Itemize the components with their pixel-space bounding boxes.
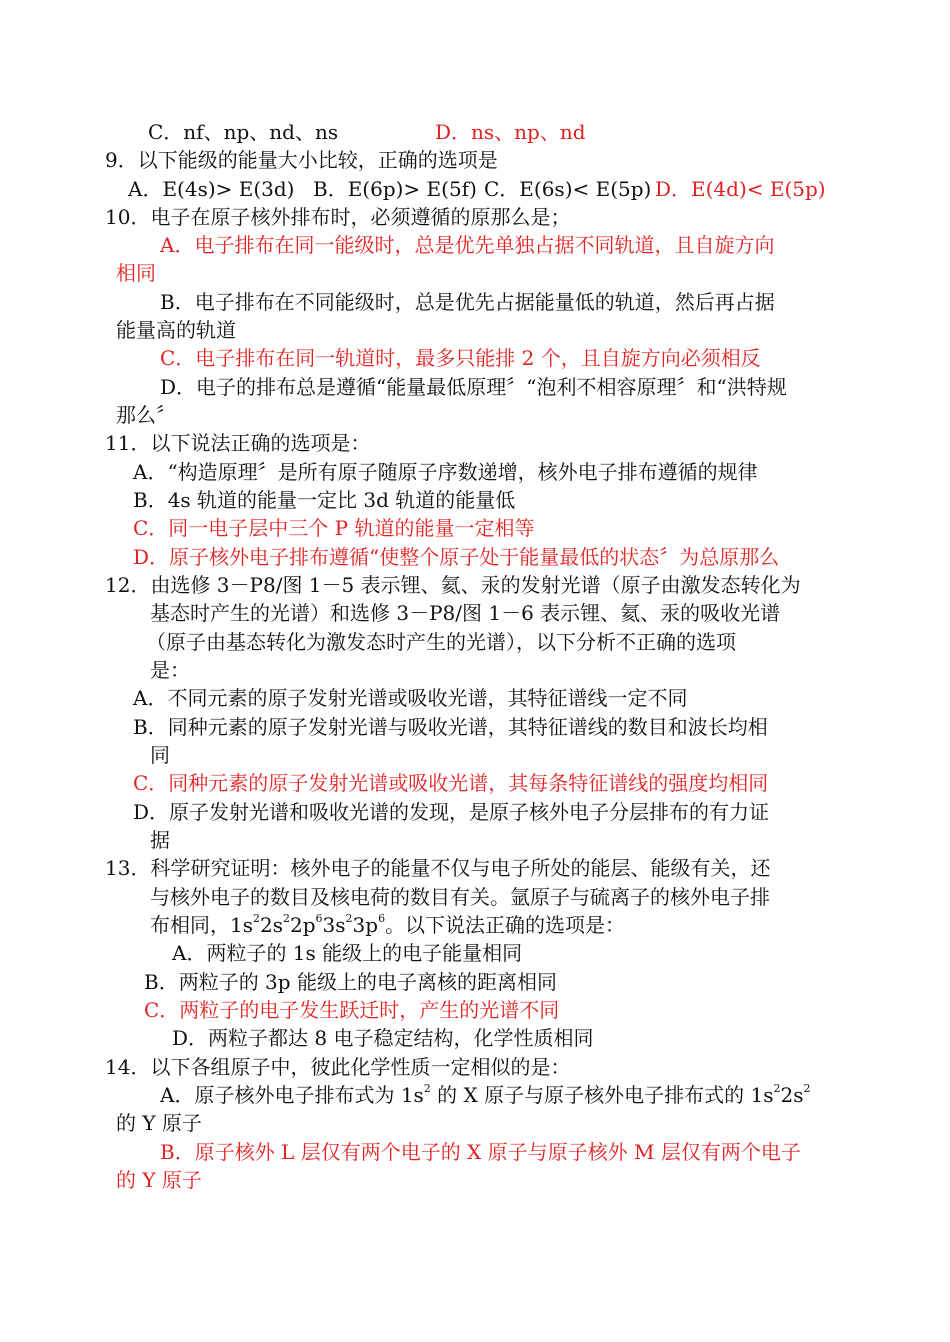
q10-option-b: B．电子排布在不同能级时，总是优先占据能量低的轨道，然后再占据 bbox=[160, 290, 775, 314]
q12-stem: 12．由选修 3－P8/图 1－5 表示锂、氦、汞的发射光谱（原子由激发态转化为 bbox=[105, 573, 801, 597]
q13-option-a: A．两粒子的 1s 能级上的电子能量相同 bbox=[172, 941, 523, 965]
q9-option-d-answer: D．E(4d)< E(5p) bbox=[655, 177, 826, 201]
q14-option-a-cont: 的 Y 原子 bbox=[116, 1111, 202, 1135]
q12-option-a: A．不同元素的原子发射光谱或吸收光谱，其特征谱线一定不同 bbox=[133, 686, 688, 710]
q10-stem: 10．电子在原子核外排布时，必须遵循的原那么是； bbox=[105, 205, 571, 229]
q10-option-b-cont: 能量高的轨道 bbox=[116, 318, 236, 342]
q9-option-b: B．E(6p)> E(5f) bbox=[313, 177, 477, 201]
q10-option-c-answer: C．电子排布在同一轨道时，最多只能排 2 个，且自旋方向必须相反 bbox=[160, 346, 761, 370]
q13-stem: 13．科学研究证明：核外电子的能量不仅与电子所处的能层、能级有关，还 bbox=[105, 856, 771, 880]
q12-stem-line4: 是： bbox=[150, 658, 190, 682]
electron-configuration: $1s^22s^22p^63s^23p^6$ bbox=[230, 912, 386, 937]
q13-stem-line3: 布相同，$1s^22s^22p^63s^23p^6$。以下说法正确的选项是： bbox=[150, 912, 626, 937]
q8-option-c: C．nf、np、nd、ns bbox=[148, 120, 339, 144]
q11-option-a: A．“构造原理〞是所有原子随原子序数递增，核外电子排布遵循的规律 bbox=[133, 460, 758, 484]
q12-stem-line3: （原子由基态转化为激发态时产生的光谱），以下分析不正确的选项 bbox=[146, 630, 736, 654]
q12-option-d: D．原子发射光谱和吸收光谱的发现，是原子核外电子分层排布的有力证 bbox=[133, 800, 770, 824]
q10-option-a-answer: A．电子排布在同一能级时，总是优先单独占据不同轨道，且自旋方向 bbox=[160, 233, 775, 257]
q12-option-b: B．同种元素的原子发射光谱与吸收光谱，其特征谱线的数目和波长均相 bbox=[133, 715, 768, 739]
q11-option-c-answer: C．同一电子层中三个 P 轨道的能量一定相等 bbox=[133, 516, 535, 540]
q12-stem-line2: 基态时产生的光谱）和选修 3－P8/图 1－6 表示锂、氦、汞的吸收光谱 bbox=[150, 601, 781, 625]
q9-stem: 9．以下能级的能量大小比较，正确的选项是 bbox=[105, 148, 498, 172]
q10-option-d-cont: 那么〞 bbox=[116, 403, 176, 427]
q12-option-d-cont: 据 bbox=[150, 828, 170, 852]
q8-option-d-answer: D．ns、np、nd bbox=[435, 120, 586, 144]
q12-option-b-cont: 同 bbox=[150, 743, 170, 767]
q9-option-c: C．E(6s)< E(5p) bbox=[484, 177, 652, 201]
q11-stem: 11．以下说法正确的选项是： bbox=[105, 431, 371, 455]
q13-stem-line2: 与核外电子的数目及核电荷的数目有关。氩原子与硫离子的核外电子排 bbox=[150, 885, 770, 909]
q14-option-b-answer-cont: 的 Y 原子 bbox=[116, 1168, 202, 1192]
q9-option-a: A．E(4s)> E(3d) bbox=[128, 177, 295, 201]
q11-option-b: B．4s 轨道的能量一定比 3d 轨道的能量低 bbox=[133, 488, 516, 512]
q14-option-a: A．原子核外电子排布式为 $1s^2$ 的 X 原子与原子核外电子排布式的 $1s^22s^2$ bbox=[160, 1082, 811, 1107]
q13-option-b: B．两粒子的 3p 能级上的电子离核的距离相同 bbox=[144, 970, 557, 994]
q12-option-c-answer: C．同种元素的原子发射光谱或吸收光谱，其每条特征谱线的强度均相同 bbox=[133, 771, 769, 795]
q13-option-c-answer: C．两粒子的电子发生跃迁时，产生的光谱不同 bbox=[144, 998, 560, 1022]
q10-option-d: D．电子的排布总是遵循“能量最低原理〞“泡利不相容原理〞和“洪特规 bbox=[160, 375, 787, 399]
q13-option-d: D．两粒子都达 8 电子稳定结构，化学性质相同 bbox=[172, 1026, 594, 1050]
q10-option-a-answer-cont: 相同 bbox=[116, 261, 156, 285]
q14-option-b-answer: B．原子核外 L 层仅有两个电子的 X 原子与原子核外 M 层仅有两个电子 bbox=[160, 1140, 801, 1164]
q11-option-d-answer: D．原子核外电子排布遵循“使整个原子处于能量最低的状态〞为总原那么 bbox=[133, 545, 780, 569]
q14-stem: 14．以下各组原子中，彼此化学性质一定相似的是： bbox=[105, 1055, 571, 1079]
